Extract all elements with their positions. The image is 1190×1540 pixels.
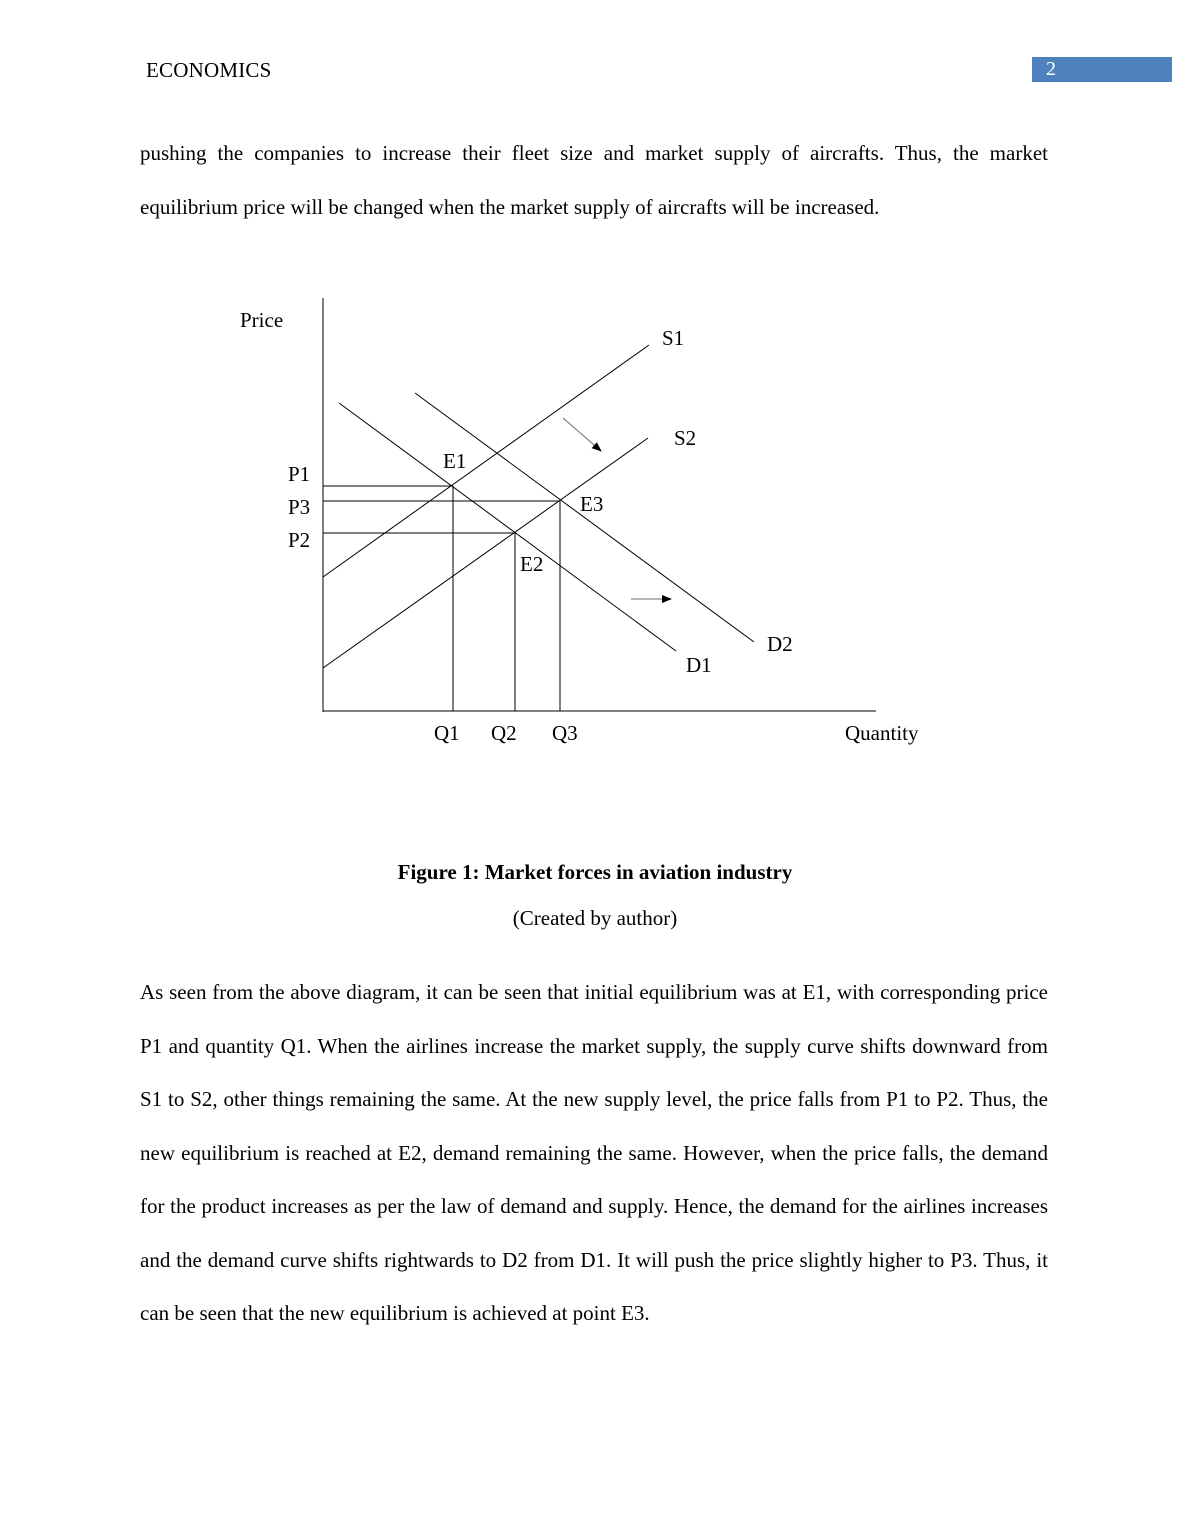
price-label-p2: P2 (288, 528, 311, 552)
y-axis-label: Price (240, 308, 284, 332)
equilibrium-label-e3: E3 (580, 492, 604, 516)
curve-label-d1: D1 (686, 653, 712, 677)
body-paragraph-top: pushing the companies to increase their fleet size and market supply of aircrafts. Thus, the market equilibrium price will be changed when the market supply of aircrafts will be increased. (140, 141, 1048, 219)
curve-label-s1: S1 (662, 326, 685, 350)
equilibrium-label-e2: E2 (520, 552, 544, 576)
demand-curve-d2 (415, 393, 754, 642)
supply-curve-s2 (323, 438, 648, 668)
equilibrium-label-e1: E1 (443, 449, 467, 473)
curve-label-d2: D2 (767, 632, 793, 656)
curve-label-s2: S2 (674, 426, 697, 450)
figure-credit: (Created by author) (512, 906, 678, 930)
quantity-label-q2: Q2 (491, 721, 517, 745)
demand-curve-d1 (339, 403, 676, 651)
x-axis-label: Quantity (845, 721, 919, 745)
supply-shift-arrow-icon (563, 418, 601, 451)
quantity-label-q3: Q3 (552, 721, 578, 745)
figure-caption: Figure 1: Market forces in aviation industry (397, 860, 793, 884)
body-paragraph-bottom: As seen from the above diagram, it can be seen that initial equilibrium was at E1, with corresponding price P1 and quantity Q1. When the airlines increase the market supply, the supply curve shifts downward from S1 to S2, other things remaining the same. At the new supply level, the price falls from P1 to P2. Thus, the new equilibrium is reached at E2, demand remaining the same. However, when the price falls, the demand for the product increases as per the law of demand and supply. Hence, the demand for the airlines increases and the demand curve shifts rightwards to D2 from D1. It will push the price slightly higher to P3. Thus, it can be seen that the new equilibrium is achieved at point E3. (140, 980, 1048, 1325)
quantity-label-q1: Q1 (434, 721, 460, 745)
price-label-p3: P3 (288, 495, 311, 519)
page-number-badge: 2 (1032, 57, 1172, 82)
price-label-p1: P1 (288, 462, 311, 486)
supply-curve-s1 (323, 345, 649, 577)
running-header-title: ECONOMICS (146, 58, 272, 82)
